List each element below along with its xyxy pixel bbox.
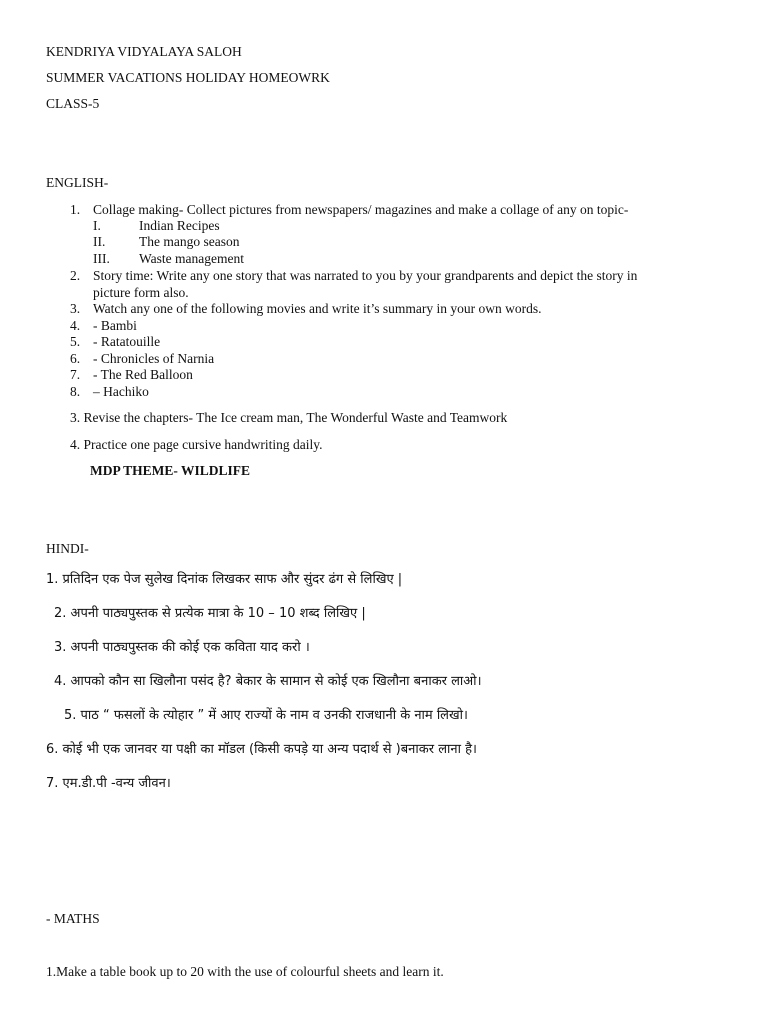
class-label: CLASS-5: [46, 96, 100, 111]
hindi-task: 6. कोई भी एक जानवर या पक्षी का मॉडल (किसी कपड़े या अन्य पदार्थ से )बनाकर लाना है।: [46, 742, 477, 757]
sub-list-item: The mango season: [139, 234, 240, 249]
sub-list-number: I.: [93, 218, 101, 233]
maths-heading: - MATHS: [46, 911, 100, 926]
list-item: - Ratatouille: [93, 334, 161, 349]
sub-list-number: III.: [93, 251, 110, 266]
maths-task: 1.Make a table book up to 20 with the use of colourful sheets and learn it.: [46, 964, 444, 979]
list-item: Collage making- Collect pictures from newspapers/ magazines and make a collage of any on topic-: [93, 202, 629, 217]
list-number: 3.: [70, 301, 81, 316]
hindi-task: 5. पाठ “ फसलों के त्योहार ” में आए राज्यों के नाम व उनकी राजधानी के नाम लिखो।: [64, 708, 468, 723]
list-item: - Bambi: [93, 318, 137, 333]
list-number: 5.: [70, 334, 81, 349]
list-number: 6.: [70, 351, 81, 366]
list-item: Watch any one of the following movies and write it’s summary in your own words.: [93, 301, 542, 316]
school-name: KENDRIYA VIDYALAYA SALOH: [46, 44, 242, 59]
list-item: – Hachiko: [93, 384, 149, 399]
list-number: 2.: [70, 268, 81, 283]
document-title: SUMMER VACATIONS HOLIDAY HOMEOWRK: [46, 70, 330, 85]
revise-chapters-task: 3. Revise the chapters- The Ice cream man, The Wonderful Waste and Teamwork: [70, 410, 508, 425]
mdp-theme: MDP THEME- WILDLIFE: [90, 463, 251, 478]
hindi-heading: HINDI-: [46, 541, 89, 556]
hindi-task: 1. प्रतिदिन एक पेज सुलेख दिनांक लिखकर साफ और सुंदर ढंग से लिखिए |: [46, 572, 403, 587]
list-number: 4.: [70, 318, 81, 333]
handwriting-task: 4. Practice one page cursive handwriting daily.: [70, 437, 323, 452]
hindi-task: 4. आपको कौन सा खिलौना पसंद है? बेकार के सामान से कोई एक खिलौना बनाकर लाओ।: [54, 674, 482, 689]
sub-list-item: Indian Recipes: [139, 218, 220, 233]
hindi-task: 3. अपनी पाठ्यपुस्तक की कोई एक कविता याद करो ।: [54, 640, 310, 655]
sub-list-item: Waste management: [139, 251, 244, 266]
list-item: Story time: Write any one story that was narrated to you by your grandparents and depict the story in: [93, 268, 638, 283]
sub-list-number: II.: [93, 234, 106, 249]
list-item-continuation: picture form also.: [93, 285, 189, 300]
list-item: - Chronicles of Narnia: [93, 351, 215, 366]
hindi-task: 2. अपनी पाठ्यपुस्तक से प्रत्येक मात्रा के 10 – 10 शब्द लिखिए |: [54, 606, 366, 621]
english-heading: ENGLISH-: [46, 175, 109, 190]
list-number: 1.: [70, 202, 81, 217]
list-item: - The Red Balloon: [93, 367, 193, 382]
list-number: 7.: [70, 367, 81, 382]
hindi-task: 7. एम.डी.पी -वन्य जीवन।: [46, 776, 171, 791]
list-number: 8.: [70, 384, 81, 399]
